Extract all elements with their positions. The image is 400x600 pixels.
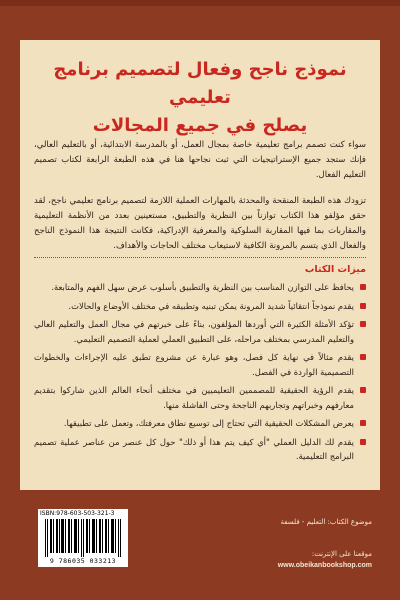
intro-paragraph-2: تزودك هذه الطبعة المنقحة والمحدثة بالمهارات العملية اللازمة لتصميم برنامج تعليمي ناجح، لقد حقق مؤلفو هذا الكتاب توازناً بين النظرية والتطبيق، مستعينين بعدد من الأنظمة التعليمية والمقاربات بما فيها المقاربة السلوكية والمعرفية الإدراكية، فكانت النتيجة هذا النموذج الناجح والفعال الذي يتسم بالمرونة الكافية لاستيعاب مختلف الحاجات والأهداف.	[34, 196, 366, 251]
bullet-square-icon	[360, 321, 366, 327]
subject-line: موضوع الكتاب: التعليم - فلسفة	[280, 518, 372, 526]
feature-item	[34, 416, 366, 431]
feature-text: تؤكد الأمثلة الكثيرة التي أوردها المؤلفون، بناءً على خبرتهم في مجال العمل والتعليم العالي والتعليم المدرسي بمختلف مراحله، على التطبيق العملي لعملية التصميم التعليمي.	[34, 319, 354, 344]
feature-item	[34, 383, 366, 412]
isbn-barcode-box	[38, 509, 128, 567]
feature-item	[34, 299, 366, 314]
feature-text: يقدم لك الدليل العملي "أي كيف يتم هذا أو ذلك" حول كل عنصر من عناصر عملية تصميم البرامج التعليمية.	[34, 436, 354, 461]
feature-text: يعرض المشكلات الحقيقية التي تحتاج إلى توسيع نطاق معرفتك، وتعمل على تطبيقها.	[63, 418, 354, 428]
bullet-square-icon	[360, 387, 366, 393]
bullet-square-icon	[360, 420, 366, 426]
intro-paragraph-1: سواء كنت تصمم برامج تعليمية خاصة بمجال العمل، أو بالمدرسة الابتدائية، أو بالتعليم العالي، فإنك ستجد جميع الإستراتيجيات التي ثبت نجاحها هنا في هذه الطبعة الرابعة لكتاب تصميم التعليم الفعال.	[34, 140, 366, 180]
isbn-label: ISBN:978-603-503-321-3	[40, 510, 115, 517]
isbn-digits: 9 786035 033213	[49, 557, 117, 565]
section-divider	[34, 257, 366, 258]
features-list	[34, 280, 366, 468]
bullet-square-icon	[360, 439, 366, 445]
feature-item	[34, 317, 366, 346]
cover-title	[28, 56, 372, 140]
feature-item	[34, 350, 366, 379]
feature-text: يقدم مثالاً في نهاية كل فصل، وهو عبارة عن مشروع تطبق عليه الإجراءات والخطوات التصميمية الواردة في الفصل.	[34, 352, 354, 377]
online-label: موقعنا على الإنترنت:	[311, 550, 372, 558]
feature-text: يحافظ على التوازن المناسب بين النظرية والتطبيق بأسلوب عرض سهل الفهم والمتابعة.	[51, 282, 354, 292]
feature-item	[34, 280, 366, 295]
barcode-icon	[44, 519, 122, 557]
features-heading: ميزات الكتاب	[304, 264, 366, 275]
feature-item	[34, 435, 366, 464]
cover-top-edge	[0, 0, 400, 6]
title-line-1: نموذج ناجح وفعال لتصميم برنامج تعليمي	[53, 59, 347, 108]
bullet-square-icon	[360, 303, 366, 309]
title-line-2: يصلح في جميع المجالات	[92, 115, 308, 136]
feature-text: يقدم نموذجاً انتقائياً شديد المرونة يمكن تبنيه وتطبيقه في مختلف الأوضاع والحالات.	[68, 300, 354, 311]
website-link[interactable]: www.obeikanbookshop.com	[277, 562, 372, 569]
bullet-square-icon	[360, 284, 366, 290]
bullet-square-icon	[360, 354, 366, 360]
feature-text: يقدم الرؤية الحقيقية للمصممين التعليميين في مختلف أنحاء العالم الذين شاركوا بتقديم معارفهم وخبراتهم وتجاربهم الناجحة وحتى الفاشلة منها.	[34, 385, 354, 410]
